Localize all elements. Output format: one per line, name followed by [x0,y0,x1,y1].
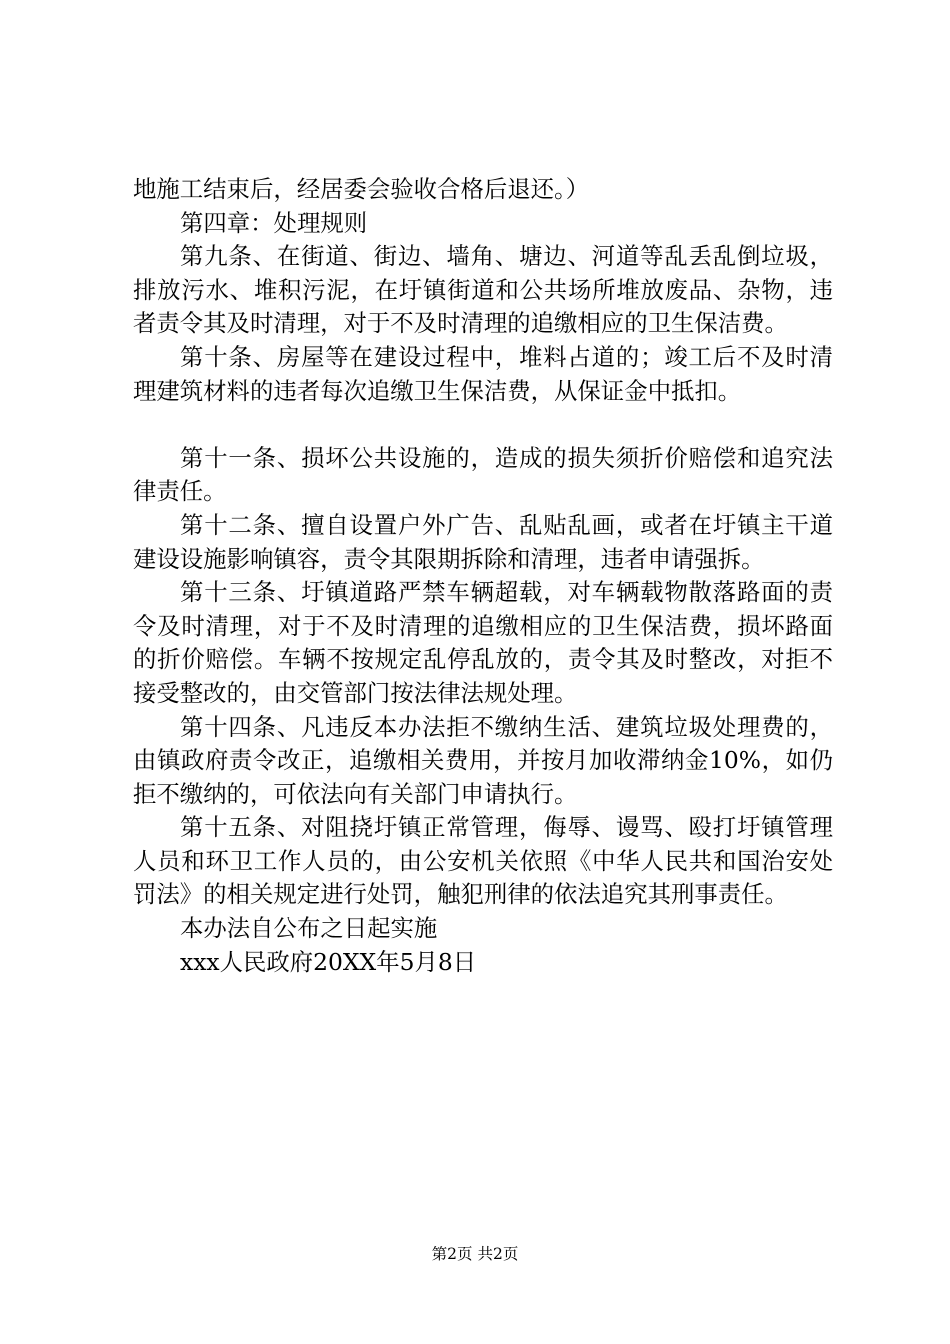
article-9: 第九条、在街道、街边、墙角、塘边、河道等乱丢乱倒垃圾，排放污水、堆积污泥，在圩镇街道和公共场所堆放废品、杂物，违者责令其及时清理，对于不及时清理的追缴相应的卫生保洁费。 [133,242,833,338]
article-10: 第十条、房屋等在建设过程中，堆料占道的；竣工后不及时清理建筑材料的违者每次追缴卫生保洁费，从保证金中抵扣。 [133,342,833,405]
article-11: 第十一条、损坏公共设施的，造成的损失须折价赔偿和追究法律责任。 [133,443,833,506]
article-12: 第十二条、擅自设置户外广告、乱贴乱画，或者在圩镇主干道建设设施影响镇容，责令其限期拆除和清理，违者申请强拆。 [133,510,833,573]
effective-clause: 本办法自公布之日起实施 [180,914,438,943]
paragraph-continuation: 地施工结束后，经居委会验收合格后退还。） [133,175,590,203]
blank-line [133,408,833,442]
article-14: 第十四条、凡违反本办法拒不缴纳生活、建筑垃圾处理费的，由镇政府责令改正，追缴相关费用，并按月加收滞纳金10%，如仍拒不缴纳的，可依法向有关部门申请执行。 [133,712,833,808]
page-number: 第2页 共2页 [431,1245,519,1263]
chapter-heading: 第四章：处理规则 [180,208,368,237]
article-15: 第十五条、对阻挠圩镇正常管理，侮辱、谩骂、殴打圩镇管理人员和环卫工作人员的，由公安机关依照《中华人民共和国治安处罚法》的相关规定进行处罚，触犯刑律的依法追究其刑事责任。 [133,813,833,909]
document-body [133,173,833,979]
article-13: 第十三条、圩镇道路严禁车辆超载，对车辆载物散落路面的责令及时清理，对于不及时清理的追缴相应的卫生保洁费，损坏路面的折价赔偿。车辆不按规定乱停乱放的，责令其及时整改，对拒不接受整改的，由交管部门按法律法规处理。 [133,578,833,707]
signature-line: xxx人民政府20XX年5月8日 [180,947,477,976]
